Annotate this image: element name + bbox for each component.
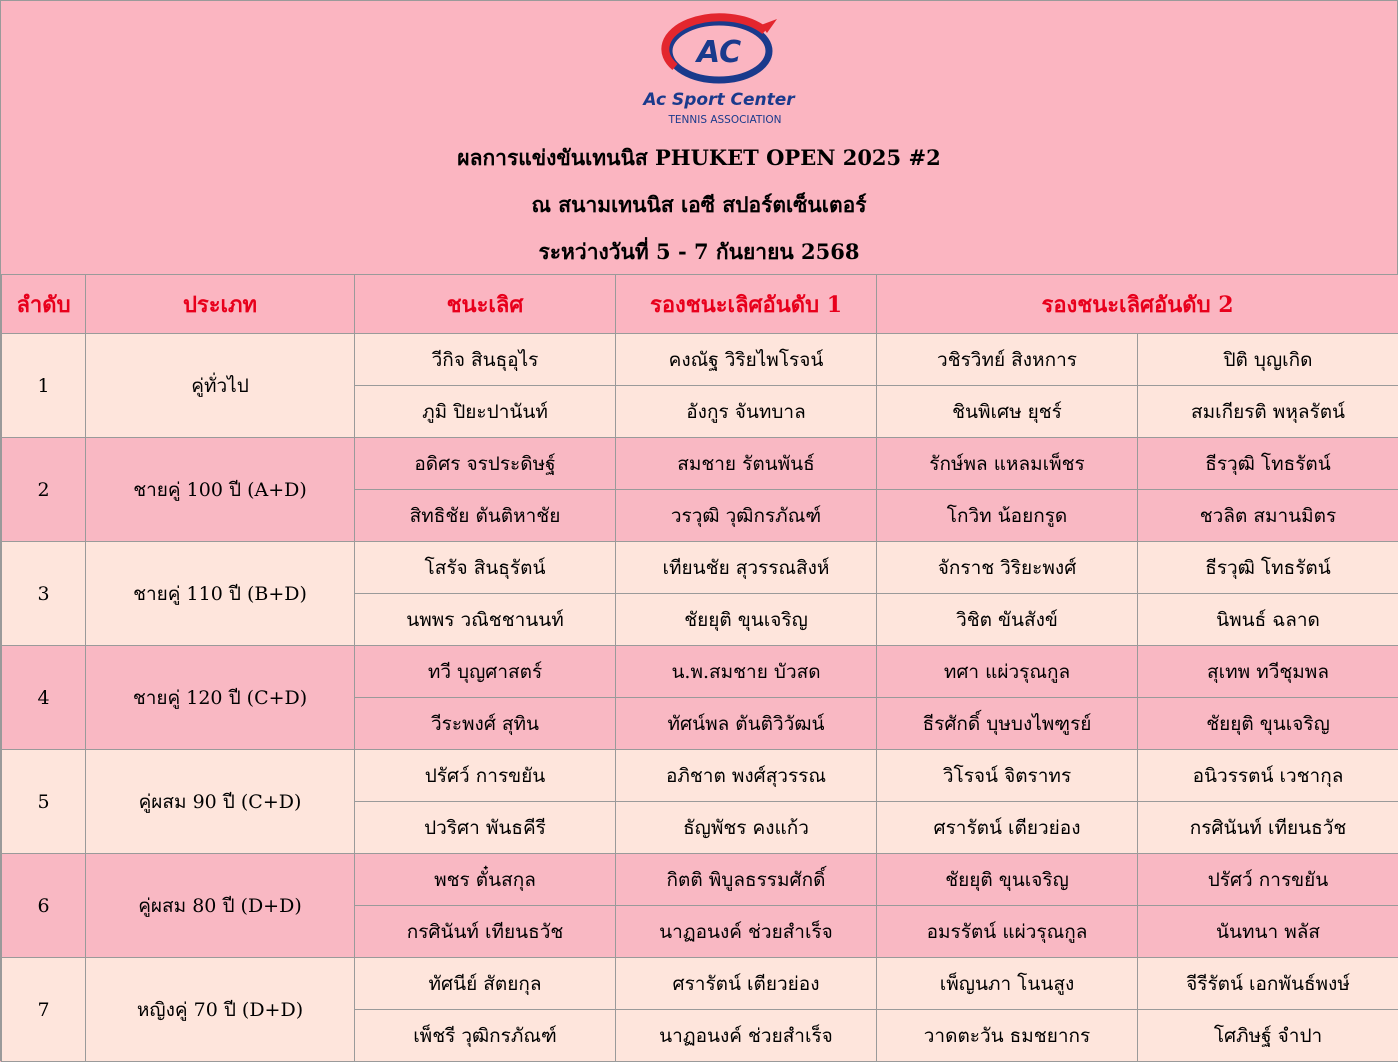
winner-player-cell: อดิศร จรประดิษฐ์ — [355, 438, 616, 490]
winner-player-cell: นพพร วณิชชานนท์ — [355, 594, 616, 646]
category-cell: คู่ผสม 80 ปี (D+D) — [86, 854, 355, 958]
winner-player-cell: วีระพงศ์ สุทิน — [355, 698, 616, 750]
sheet-header — [1, 1, 1397, 273]
category-cell: หญิงคู่ 70 ปี (D+D) — [86, 958, 355, 1062]
runner-up-2b-player-cell: ธีรวุฒิ โทธรัตน์ — [1138, 542, 1398, 594]
results-table — [1, 274, 1398, 1062]
logo-name: Ac Sport Center — [641, 90, 796, 110]
runner-up-1-player-cell: เทียนชัย สุวรรณสิงห์ — [616, 542, 877, 594]
runner-up-2a-player-cell: รักษ์พล แหลมเพ็ชร — [877, 438, 1138, 490]
rank-cell: 4 — [2, 646, 86, 750]
runner-up-2a-player-cell: ชัยยุติ ขุนเจริญ — [877, 854, 1138, 906]
rank-cell: 7 — [2, 958, 86, 1062]
runner-up-2a-player-cell: ศรารัตน์ เตียวย่อง — [877, 802, 1138, 854]
winner-player-cell: โสรัจ สินธุรัตน์ — [355, 542, 616, 594]
runner-up-1-player-cell: วรวุฒิ วุฒิกรภัณฑ์ — [616, 490, 877, 542]
runner-up-2b-player-cell: โศภิษฐ์ จำปา — [1138, 1010, 1398, 1062]
runner-up-2a-player-cell: โกวิท น้อยกรูด — [877, 490, 1138, 542]
ac-sport-center-logo — [639, 11, 799, 131]
title-line-3: ระหว่างวันที่ 5 - 7 กันยายน 2568 — [1, 236, 1397, 269]
runner-up-2a-player-cell: วาดตะวัน ธมชยากร — [877, 1010, 1138, 1062]
col-header-rank: ลำดับ — [2, 275, 86, 334]
table-row — [2, 958, 1398, 1010]
table-row — [2, 750, 1398, 802]
winner-player-cell: ปรัศว์ การขยัน — [355, 750, 616, 802]
rank-cell: 3 — [2, 542, 86, 646]
rank-cell: 1 — [2, 334, 86, 438]
winner-player-cell: เพ็ชรี วุฒิกรภัณฑ์ — [355, 1010, 616, 1062]
winner-player-cell: วีกิจ สินธุอุไร — [355, 334, 616, 386]
runner-up-2a-player-cell: อมรรัตน์ แผ่วรุณกูล — [877, 906, 1138, 958]
runner-up-2a-player-cell: เพ็ญนภา โนนสูง — [877, 958, 1138, 1010]
col-header-category: ประเภท — [86, 275, 355, 334]
results-body — [2, 334, 1398, 1062]
runner-up-1-player-cell: ชัยยุติ ขุนเจริญ — [616, 594, 877, 646]
runner-up-2b-player-cell: นิพนธ์ ฉลาด — [1138, 594, 1398, 646]
winner-player-cell: ปวริศา พันธคีรี — [355, 802, 616, 854]
runner-up-1-player-cell: ศรารัตน์ เตียวย่อง — [616, 958, 877, 1010]
winner-player-cell: สิทธิชัย ตันติหาชัย — [355, 490, 616, 542]
runner-up-2b-player-cell: สุเทพ ทวีชุมพล — [1138, 646, 1398, 698]
category-cell: ชายคู่ 100 ปี (A+D) — [86, 438, 355, 542]
runner-up-2a-player-cell: ชินพิเศษ ยุชร์ — [877, 386, 1138, 438]
runner-up-2a-player-cell: จักราช วิริยะพงศ์ — [877, 542, 1138, 594]
runner-up-2a-player-cell: ธีรศักดิ์ บุษบงไพฑูรย์ — [877, 698, 1138, 750]
rank-cell: 5 — [2, 750, 86, 854]
col-header-winner: ชนะเลิศ — [355, 275, 616, 334]
runner-up-1-player-cell: คงณัฐ วิริยไพโรจน์ — [616, 334, 877, 386]
logo-subtitle: TENNIS ASSOCIATION — [667, 114, 781, 126]
runner-up-1-player-cell: ธัญพัชร คงแก้ว — [616, 802, 877, 854]
runner-up-1-player-cell: น.พ.สมชาย บัวสด — [616, 646, 877, 698]
table-row — [2, 854, 1398, 906]
table-header-row — [2, 275, 1398, 334]
runner-up-2b-player-cell: กรศินันท์ เทียนธวัช — [1138, 802, 1398, 854]
winner-player-cell: พชร ตั๋นสกุล — [355, 854, 616, 906]
col-header-runner-up-1: รองชนะเลิศอันดับ 1 — [616, 275, 877, 334]
runner-up-2a-player-cell: วิโรจน์ จิตราทร — [877, 750, 1138, 802]
runner-up-1-player-cell: อภิชาต พงศ์สุวรรณ — [616, 750, 877, 802]
logo-mark: AC — [695, 35, 741, 70]
category-cell: ชายคู่ 110 ปี (B+D) — [86, 542, 355, 646]
runner-up-2b-player-cell: ชัยยุติ ขุนเจริญ — [1138, 698, 1398, 750]
runner-up-2a-player-cell: วชิรวิทย์ สิงหการ — [877, 334, 1138, 386]
runner-up-1-player-cell: ทัศน์พล ตันติวิวัฒน์ — [616, 698, 877, 750]
runner-up-2b-player-cell: จีรีรัตน์ เอกพันธ์พงษ์ — [1138, 958, 1398, 1010]
runner-up-2a-player-cell: วิชิต ขันสังข์ — [877, 594, 1138, 646]
runner-up-2b-player-cell: ธีรวุฒิ โทธรัตน์ — [1138, 438, 1398, 490]
table-row — [2, 438, 1398, 490]
rank-cell: 6 — [2, 854, 86, 958]
winner-player-cell: ภูมิ ปิยะปานันท์ — [355, 386, 616, 438]
runner-up-2b-player-cell: อนิวรรตน์ เวชากุล — [1138, 750, 1398, 802]
runner-up-2b-player-cell: ปรัศว์ การขยัน — [1138, 854, 1398, 906]
winner-player-cell: ทัศนีย์ สัตยกุล — [355, 958, 616, 1010]
table-row — [2, 542, 1398, 594]
runner-up-2b-player-cell: ปิติ บุญเกิด — [1138, 334, 1398, 386]
runner-up-1-player-cell: อังกูร จันทบาล — [616, 386, 877, 438]
winner-player-cell: กรศินันท์ เทียนธวัช — [355, 906, 616, 958]
runner-up-2b-player-cell: ชวลิต สมานมิตร — [1138, 490, 1398, 542]
title-line-2: ณ สนามเทนนิส เอซี สปอร์ตเซ็นเตอร์ — [1, 189, 1397, 222]
table-row — [2, 334, 1398, 386]
category-cell: ชายคู่ 120 ปี (C+D) — [86, 646, 355, 750]
runner-up-1-player-cell: นาฏอนงค์ ช่วยสำเร็จ — [616, 1010, 877, 1062]
runner-up-1-player-cell: กิตติ พิบูลธรรมศักดิ์ — [616, 854, 877, 906]
runner-up-2a-player-cell: ทศา แผ่วรุณกูล — [877, 646, 1138, 698]
runner-up-2b-player-cell: สมเกียรติ พหุลรัตน์ — [1138, 386, 1398, 438]
runner-up-1-player-cell: สมชาย รัตนพันธ์ — [616, 438, 877, 490]
title-line-1: ผลการแข่งขันเทนนิส PHUKET OPEN 2025 #2 — [1, 142, 1397, 175]
runner-up-1-player-cell: นาฏอนงค์ ช่วยสำเร็จ — [616, 906, 877, 958]
table-row — [2, 646, 1398, 698]
category-cell: คู่ทั่วไป — [86, 334, 355, 438]
category-cell: คู่ผสม 90 ปี (C+D) — [86, 750, 355, 854]
col-header-runner-up-2: รองชนะเลิศอันดับ 2 — [877, 275, 1398, 334]
runner-up-2b-player-cell: นันทนา พลัส — [1138, 906, 1398, 958]
rank-cell: 2 — [2, 438, 86, 542]
winner-player-cell: ทวี บุญศาสตร์ — [355, 646, 616, 698]
